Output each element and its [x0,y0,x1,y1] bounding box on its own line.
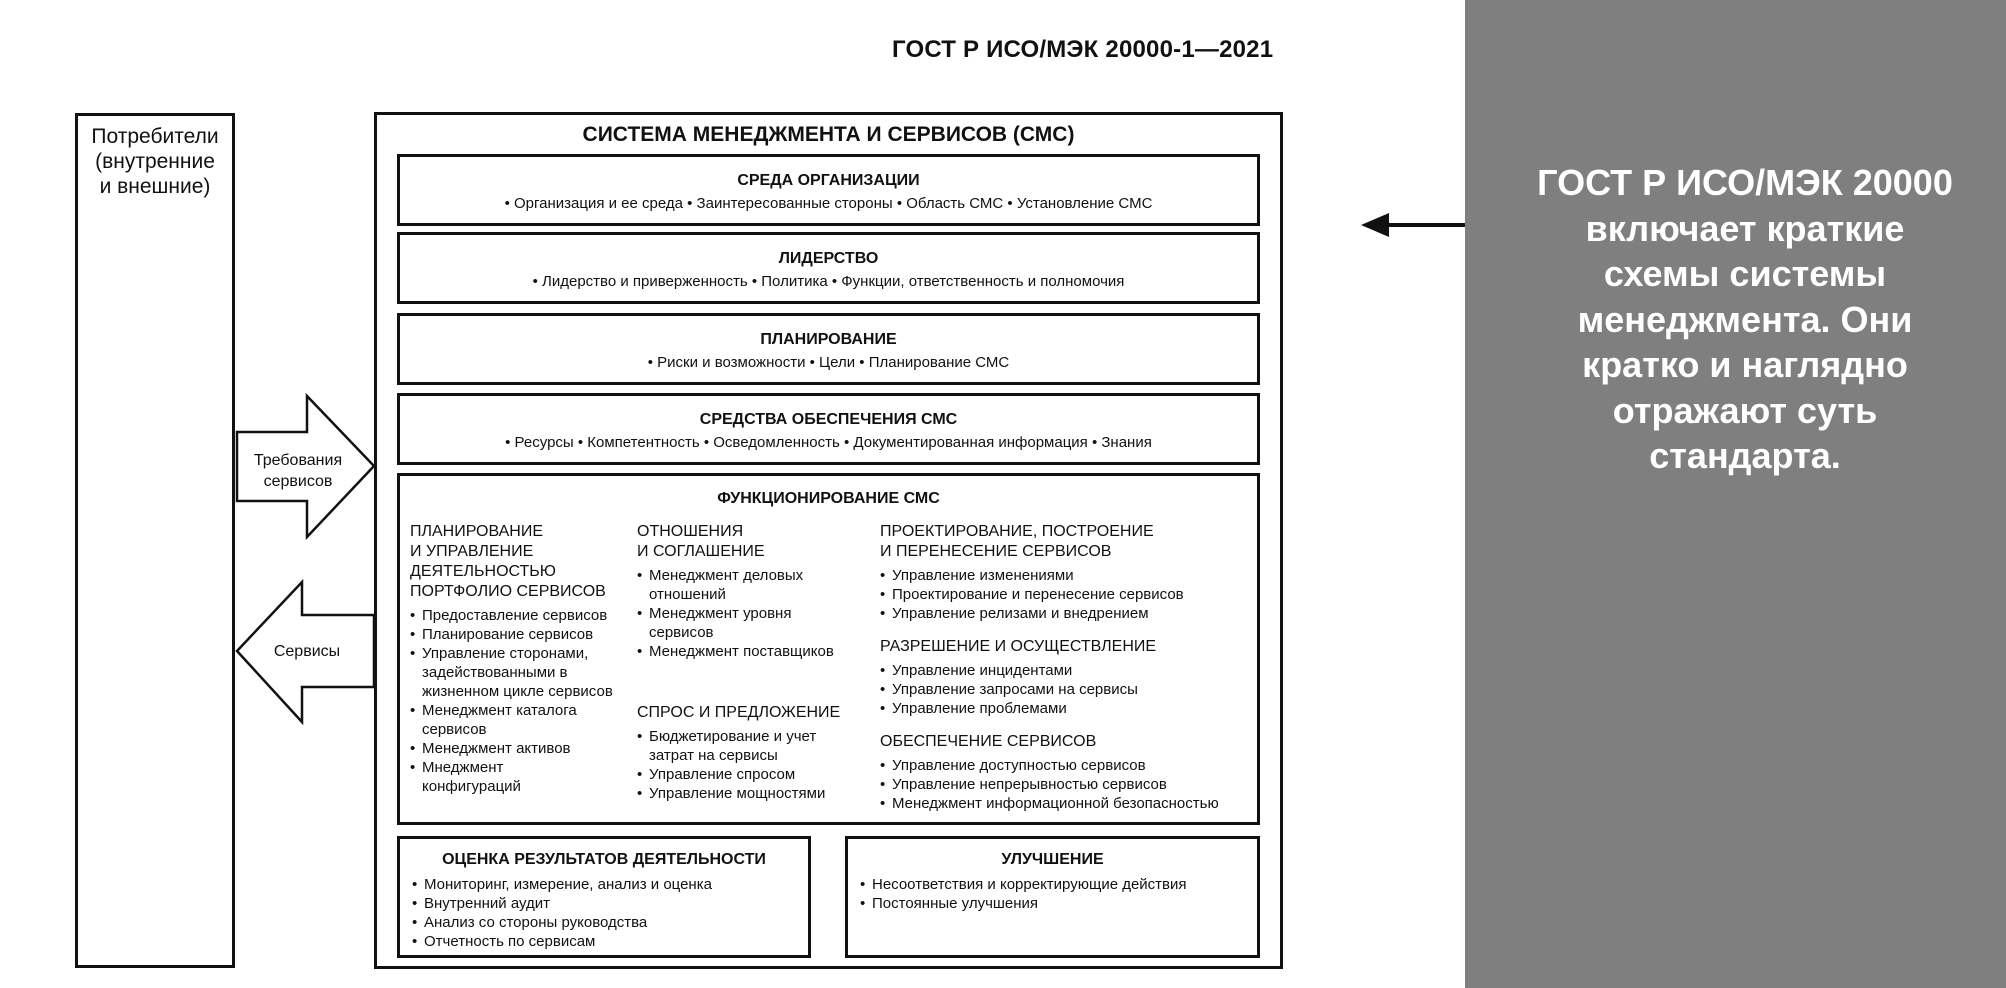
heading-line: ОТНОШЕНИЯ [637,523,744,540]
consumers-label-line: и внешние) [99,175,211,198]
requirements-label-line: Требования [253,452,343,469]
list-item: • Управление запросами на сервисы [880,680,1255,699]
section-items: • Риски и возможности • Цели • Планирование СМС [647,354,1010,371]
list-item: • Управление инцидентами [880,661,1255,680]
column-heading: ОБЕСПЕЧЕНИЕ СЕРВИСОВ [880,733,1097,750]
column-heading [637,522,862,562]
requirements-label [240,450,356,492]
section-title: УЛУЧШЕНИЕ [1001,851,1104,868]
list-item: • Предоставление сервисов [410,606,635,625]
list-item: • Постоянные улучшения [860,894,1257,913]
section-improvement [845,836,1260,958]
heading-line: И УПРАВЛЕНИЕ [410,543,534,560]
item-list [410,606,635,796]
list-item: • Внутренний аудит [412,894,808,913]
sms-title: СИСТЕМА МЕНЕДЖМЕНТА И СЕРВИСОВ (СМС) [582,123,1075,146]
item-list [637,566,862,661]
operation-column-relationships [637,522,862,803]
operation-title: ФУНКЦИОНИРОВАНИЕ СМС [717,490,940,507]
list-item: • Анализ со стороны руководства [412,913,808,932]
list-item: • Несоответствия и корректирующие действия [860,875,1257,894]
list-item: • Менеджмент деловых отношений [637,566,819,604]
item-list [880,756,1255,813]
list-item: • Управление сторонами, задействованными в жизненном цикле сервисов [410,644,622,701]
section-leadership [397,232,1260,304]
section-title: ОЦЕНКА РЕЗУЛЬТАТОВ ДЕЯТЕЛЬНОСТИ [442,851,766,868]
section-title: ПЛАНИРОВАНИЕ [760,331,897,348]
heading-line: ПРОЕКТИРОВАНИЕ, ПОСТРОЕНИЕ [880,523,1154,540]
heading-line: И ПЕРЕНЕСЕНИЕ СЕРВИСОВ [880,543,1112,560]
consumers-label-line: Потребители [91,125,219,148]
consumers-label-line: (внутренние [95,150,215,173]
column-heading [410,522,635,602]
list-item: • Менеджмент информационной безопасностью [880,794,1255,813]
section-title: ЛИДЕРСТВО [778,250,879,267]
heading-line: ПЛАНИРОВАНИЕ [410,523,544,540]
list-item: • Менеджмент уровня сервисов [637,604,819,642]
list-item: • Мониторинг, измерение, анализ и оценка [412,875,808,894]
heading-line: И СОГЛАШЕНИЕ [637,543,765,560]
side-panel-text: ГОСТ Р ИСО/МЭК 20000 включает краткие схемы системы менеджмента. Они кратко и наглядно отражают суть стандарта. [1537,162,1953,476]
list-item: • Менеджмент активов [410,739,635,758]
section-items: • Лидерство и приверженность • Политика • Функции, ответственность и полномочия [532,273,1125,290]
list-item: • Управление непрерывностью сервисов [880,775,1255,794]
list-item: • Менеджмент каталога сервисов [410,701,592,739]
section-performance-evaluation [397,836,811,958]
column-heading [880,522,1255,562]
section-support [397,393,1260,465]
list-item: • Управление мощностями [637,784,862,803]
item-list [880,566,1255,623]
operation-column-design [880,522,1255,813]
list-item: • Отчетность по сервисам [412,932,808,951]
list-item: • Бюджетирование и учет затрат на сервисы [637,727,849,765]
section-items: • Организация и ее среда • Заинтересованные стороны • Область СМС • Установление СМС [504,195,1153,212]
side-panel [1465,0,2006,988]
document-header: ГОСТ Р ИСО/МЭК 20000-1—2021 [892,36,1274,63]
section-organization-context [397,154,1260,226]
section-title: СРЕДСТВА ОБЕСПЕЧЕНИЯ СМС [699,411,958,428]
operation-column-portfolio [410,522,635,796]
list-item: • Управление спросом [637,765,862,784]
item-list [880,661,1255,718]
item-list [400,875,808,951]
pointer-arrow-head [1361,213,1389,237]
list-item: • Управление изменениями [880,566,1255,585]
section-title: СРЕДА ОРГАНИЗАЦИИ [737,172,920,189]
list-item: • Управление релизами и внедрением [880,604,1255,623]
requirements-label-line: сервисов [263,473,333,490]
list-item: • Управление проблемами [880,699,1255,718]
services-label: Сервисы [273,643,341,660]
column-heading: СПРОС И ПРЕДЛОЖЕНИЕ [637,704,841,721]
section-items: • Ресурсы • Компетентность • Осведомленность • Документированная информация • Знания [505,434,1152,451]
list-item: • Управление доступностью сервисов [880,756,1255,775]
section-planning [397,313,1260,385]
heading-line: ПОРТФОЛИО СЕРВИСОВ [410,583,606,600]
heading-line: ДЕЯТЕЛЬНОСТЬЮ [410,563,556,580]
list-item: • Мнеджмент конфигураций [410,758,552,796]
list-item: • Проектирование и перенесение сервисов [880,585,1255,604]
item-list [637,727,862,803]
list-item: • Планирование сервисов [410,625,635,644]
list-item: • Менеджмент поставщиков [637,642,862,661]
column-heading: РАЗРЕШЕНИЕ И ОСУЩЕСТВЛЕНИЕ [880,638,1157,655]
item-list [848,875,1257,913]
